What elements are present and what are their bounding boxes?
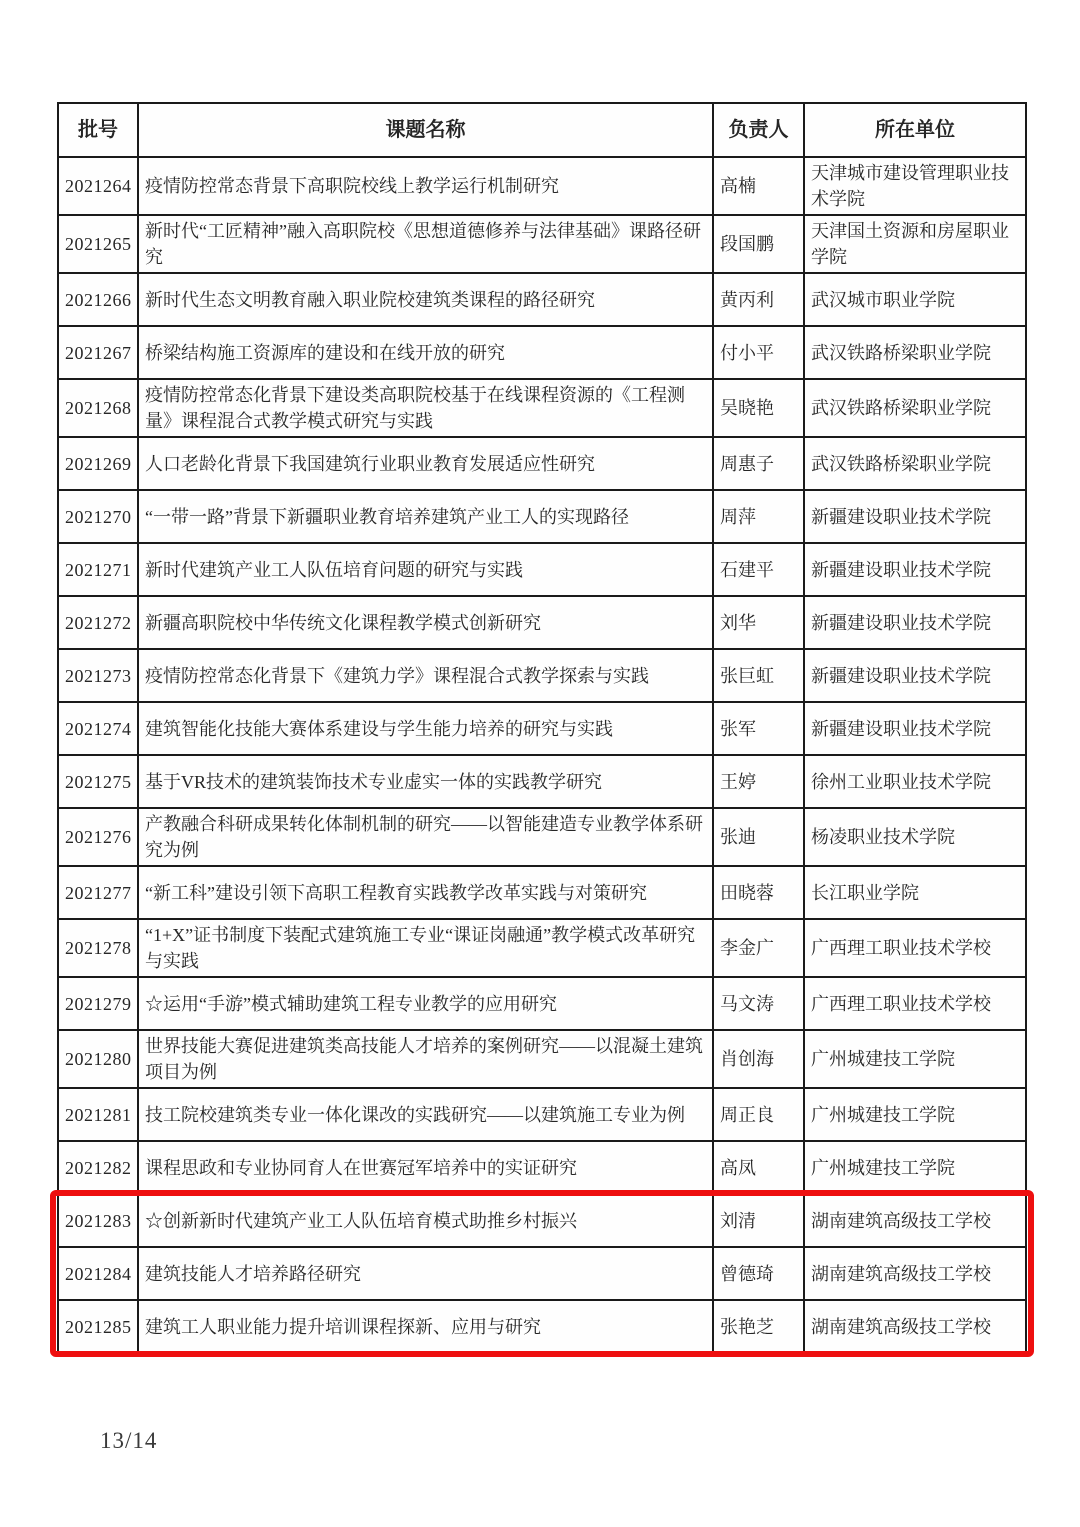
batch-number-cell: 2021285 [58, 1300, 138, 1353]
project-title-cell: 新时代“工匠精神”融入高职院校《思想道德修养与法律基础》课路径研究 [138, 215, 713, 273]
col-header-title: 课题名称 [138, 103, 713, 157]
institution-cell: 徐州工业职业技术学院 [804, 755, 1026, 808]
leader-cell: 高凤 [713, 1141, 804, 1194]
leader-cell: 王婷 [713, 755, 804, 808]
leader-cell: 高楠 [713, 157, 804, 215]
leader-cell: 吴晓艳 [713, 379, 804, 437]
table-row [58, 1030, 1026, 1088]
project-title-cell: ☆运用“手游”模式辅助建筑工程专业教学的应用研究 [138, 977, 713, 1030]
col-header-institution: 所在单位 [804, 103, 1026, 157]
institution-cell: 武汉城市职业学院 [804, 273, 1026, 326]
project-title-cell: 建筑智能化技能大赛体系建设与学生能力培养的研究与实践 [138, 702, 713, 755]
table-row [58, 490, 1026, 543]
batch-number-cell: 2021272 [58, 596, 138, 649]
institution-cell: 新疆建设职业技术学院 [804, 702, 1026, 755]
page-number: 13/14 [100, 1428, 158, 1453]
leader-cell: 张艳芝 [713, 1300, 804, 1353]
institution-cell: 广西理工职业技术学校 [804, 977, 1026, 1030]
table-body [58, 157, 1026, 1353]
institution-cell: 广州城建技工学院 [804, 1030, 1026, 1088]
batch-number-cell: 2021280 [58, 1030, 138, 1088]
batch-number-cell: 2021284 [58, 1247, 138, 1300]
table-row [58, 808, 1026, 866]
table-row [58, 977, 1026, 1030]
project-title-cell: 疫情防控常态化背景下《建筑力学》课程混合式教学探索与实践 [138, 649, 713, 702]
batch-number-cell: 2021275 [58, 755, 138, 808]
leader-cell: 刘华 [713, 596, 804, 649]
batch-number-cell: 2021281 [58, 1088, 138, 1141]
batch-number-cell: 2021283 [58, 1194, 138, 1247]
project-title-cell: 基于VR技术的建筑装饰技术专业虚实一体的实践教学研究 [138, 755, 713, 808]
project-title-cell: 建筑工人职业能力提升培训课程探新、应用与研究 [138, 1300, 713, 1353]
leader-cell: 张迪 [713, 808, 804, 866]
institution-cell: 新疆建设职业技术学院 [804, 649, 1026, 702]
project-title-cell: “1+X”证书制度下装配式建筑施工专业“课证岗融通”教学模式改革研究与实践 [138, 919, 713, 977]
batch-number-cell: 2021278 [58, 919, 138, 977]
table-row [58, 1300, 1026, 1353]
leader-cell: 曾德琦 [713, 1247, 804, 1300]
batch-number-cell: 2021273 [58, 649, 138, 702]
header-row [58, 103, 1026, 157]
batch-number-cell: 2021270 [58, 490, 138, 543]
leader-cell: 张军 [713, 702, 804, 755]
col-header-batch: 批号 [58, 103, 138, 157]
table-row [58, 543, 1026, 596]
institution-cell: 天津城市建设管理职业技术学院 [804, 157, 1026, 215]
table-row [58, 596, 1026, 649]
project-title-cell: 产教融合科研成果转化体制机制的研究——以智能建造专业教学体系研究为例 [138, 808, 713, 866]
leader-cell: 付小平 [713, 326, 804, 379]
batch-number-cell: 2021266 [58, 273, 138, 326]
institution-cell: 广州城建技工学院 [804, 1088, 1026, 1141]
table-row [58, 1141, 1026, 1194]
project-title-cell: 人口老龄化背景下我国建筑行业职业教育发展适应性研究 [138, 437, 713, 490]
table-row [58, 702, 1026, 755]
institution-cell: 长江职业学院 [804, 866, 1026, 919]
grants-table [57, 102, 1027, 1354]
project-title-cell: 课程思政和专业协同育人在世赛冠军培养中的实证研究 [138, 1141, 713, 1194]
leader-cell: 田晓蓉 [713, 866, 804, 919]
table-row [58, 273, 1026, 326]
project-title-cell: 桥梁结构施工资源库的建设和在线开放的研究 [138, 326, 713, 379]
project-title-cell: 新时代建筑产业工人队伍培育问题的研究与实践 [138, 543, 713, 596]
project-title-cell: 技工院校建筑类专业一体化课改的实践研究——以建筑施工专业为例 [138, 1088, 713, 1141]
institution-cell: 武汉铁路桥梁职业学院 [804, 379, 1026, 437]
batch-number-cell: 2021271 [58, 543, 138, 596]
project-title-cell: 建筑技能人才培养路径研究 [138, 1247, 713, 1300]
leader-cell: 李金广 [713, 919, 804, 977]
table-row [58, 1247, 1026, 1300]
batch-number-cell: 2021268 [58, 379, 138, 437]
leader-cell: 段国鹏 [713, 215, 804, 273]
institution-cell: 武汉铁路桥梁职业学院 [804, 326, 1026, 379]
project-title-cell: 新时代生态文明教育融入职业院校建筑类课程的路径研究 [138, 273, 713, 326]
institution-cell: 新疆建设职业技术学院 [804, 596, 1026, 649]
institution-cell: 杨凌职业技术学院 [804, 808, 1026, 866]
leader-cell: 周惠子 [713, 437, 804, 490]
institution-cell: 天津国土资源和房屋职业学院 [804, 215, 1026, 273]
leader-cell: 周萍 [713, 490, 804, 543]
project-title-cell: 疫情防控常态化背景下建设类高职院校基于在线课程资源的《工程测量》课程混合式教学模式研究与实践 [138, 379, 713, 437]
institution-cell: 武汉铁路桥梁职业学院 [804, 437, 1026, 490]
leader-cell: 石建平 [713, 543, 804, 596]
table-row [58, 919, 1026, 977]
table-row [58, 379, 1026, 437]
project-title-cell: ☆创新新时代建筑产业工人队伍培育模式助推乡村振兴 [138, 1194, 713, 1247]
table-row [58, 437, 1026, 490]
institution-cell: 广州城建技工学院 [804, 1141, 1026, 1194]
col-header-leader: 负责人 [713, 103, 804, 157]
project-title-cell: 新疆高职院校中华传统文化课程教学模式创新研究 [138, 596, 713, 649]
batch-number-cell: 2021265 [58, 215, 138, 273]
table-row [58, 157, 1026, 215]
institution-cell: 湖南建筑高级技工学校 [804, 1194, 1026, 1247]
table-row [58, 1194, 1026, 1247]
batch-number-cell: 2021264 [58, 157, 138, 215]
batch-number-cell: 2021277 [58, 866, 138, 919]
leader-cell: 马文涛 [713, 977, 804, 1030]
leader-cell: 周正良 [713, 1088, 804, 1141]
institution-cell: 广西理工职业技术学校 [804, 919, 1026, 977]
batch-number-cell: 2021282 [58, 1141, 138, 1194]
table-row [58, 215, 1026, 273]
institution-cell: 湖南建筑高级技工学校 [804, 1300, 1026, 1353]
batch-number-cell: 2021267 [58, 326, 138, 379]
leader-cell: 张巨虹 [713, 649, 804, 702]
project-title-cell: “一带一路”背景下新疆职业教育培养建筑产业工人的实现路径 [138, 490, 713, 543]
leader-cell: 黄丙利 [713, 273, 804, 326]
batch-number-cell: 2021269 [58, 437, 138, 490]
table-row [58, 649, 1026, 702]
institution-cell: 湖南建筑高级技工学校 [804, 1247, 1026, 1300]
batch-number-cell: 2021276 [58, 808, 138, 866]
project-title-cell: 世界技能大赛促进建筑类高技能人才培养的案例研究——以混凝土建筑项目为例 [138, 1030, 713, 1088]
table-row [58, 755, 1026, 808]
table-row [58, 866, 1026, 919]
batch-number-cell: 2021274 [58, 702, 138, 755]
institution-cell: 新疆建设职业技术学院 [804, 490, 1026, 543]
leader-cell: 刘清 [713, 1194, 804, 1247]
project-title-cell: “新工科”建设引领下高职工程教育实践教学改革实践与对策研究 [138, 866, 713, 919]
table-row [58, 1088, 1026, 1141]
leader-cell: 肖创海 [713, 1030, 804, 1088]
project-title-cell: 疫情防控常态背景下高职院校线上教学运行机制研究 [138, 157, 713, 215]
institution-cell: 新疆建设职业技术学院 [804, 543, 1026, 596]
table-row [58, 326, 1026, 379]
batch-number-cell: 2021279 [58, 977, 138, 1030]
